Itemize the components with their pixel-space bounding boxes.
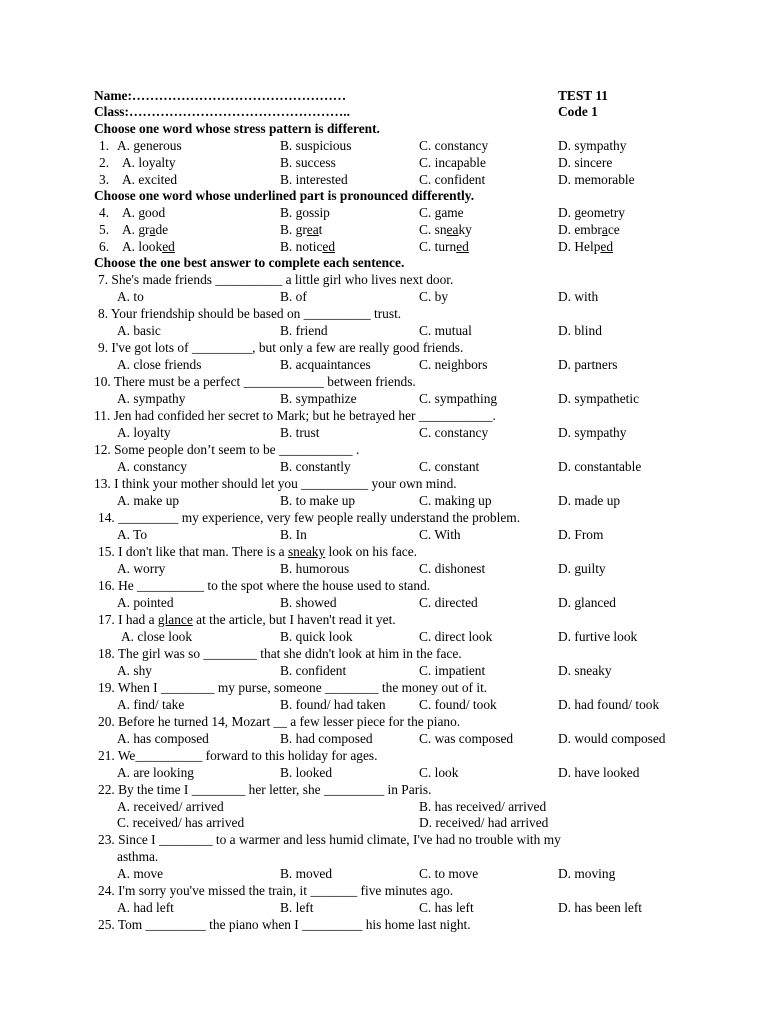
- answer-option-c[interactable]: C. constancy: [419, 425, 489, 440]
- answer-option-a[interactable]: A. had left: [117, 900, 174, 915]
- answer-option-b[interactable]: B. of: [280, 289, 307, 304]
- name-field: Name:…………………………………………: [94, 88, 347, 103]
- option-underlined: D. Helped: [558, 239, 614, 254]
- answer-option-b[interactable]: B. quick look: [280, 629, 353, 644]
- option-underlined: C. turned: [419, 239, 469, 254]
- question-text-continued: asthma.: [117, 849, 159, 864]
- answer-option-b[interactable]: B. acquaintances: [280, 357, 371, 372]
- answer-option-c[interactable]: C. neighbors: [419, 357, 488, 372]
- answer-option-a[interactable]: A. make up: [117, 493, 180, 508]
- answer-option-b[interactable]: B. trust: [280, 425, 320, 440]
- answer-option-c[interactable]: C. sympathing: [419, 391, 498, 406]
- answer-option-b[interactable]: B. showed: [280, 595, 337, 610]
- answer-option-b[interactable]: B. constantly: [280, 459, 351, 474]
- question-text: 22. By the time I ________ her letter, she _________ in Paris.: [98, 782, 432, 797]
- answer-option-a[interactable]: A. constancy: [117, 459, 187, 474]
- answer-option-c[interactable]: C. With: [419, 527, 461, 542]
- answer-option-b[interactable]: B. In: [280, 527, 307, 542]
- option-underlined: B. great: [280, 222, 323, 237]
- answer-option-c[interactable]: C. directed: [419, 595, 478, 610]
- worksheet-page: Name:………………………………………… TEST 11 Class:………………………………………….. Code 1 Choose one word whose stress pattern is different. 1. A. generous B. suspicious C. constancy D. sympathy 2. A. loyalty B. success C. incapable D. sincere 3. A. excited B. interested C. confident D. memorable Choose one word whose underlined part is pronounced differently. 4. A. good B. gossip C. game D. geometry 5. A. grade B. great C. sneaky D. embrace 6. A. looked B. noticed C. turned D. Helped Choose the one best answer to complete each sentence. 7. She's made friends __________ a little girl who lives next door. A. to B. of C. by D. with 8. Your friendship should be based on __________ trust. A. basic B. friend C. mutual D. blind 9. I've got lots of _________, but only a few are really good friends. A. close friends B. acquaintances C. neighbors D. partners 10. There must be a perfect ____________ between friends. A. sympathy B. sympathize C. sympathing D. sympathetic 11. Jen had confided her secret to Mark; but he betrayed her ___________. A. loyalty B. trust C. constancy D. sympathy 12. Some people don’t seem to be ___________ . A. constancy B. constantly C. constant D. constantable 13. I think your mother should let you __________ your own mind. A. make up B. to make up C. making up D. made up 14. _________ my experience, very few people really understand the problem. A. To B. In C. With D. From 15. I don't like that man. There is a sneaky look on his face. A. worry B. humorous C. dishonest D. guilty 16. He __________ to the spot where the house used to stand. A. pointed B. showed C. directed D. glanced 17. I had a glance at the article, but I haven't read it yet. A. close look B. quick look C. direct look D. furtive look 18. The girl was so ________ that she didn't look at him in the face. A. shy B. confident C. impatient D. sneaky 19. When I ________ my purse, someone ________ the money out of it. A. find/ take B. found/ had taken C. found/ took D. had found/ took 20. Before he turned 14, Mozart __ a few lesser piece for the piano. A. has composed B. had composed C. was composed D. would composed 21. We__________ forward to this holiday for ages. A. are looking B. looked C. look D. have looked 22. By the time I ________ her letter, she _________ in Paris. A. received/ arrived B. has received/ arrived C. received/ has arrived D. received/ had arrived 23. Since I ________ to a warmer and less humid climate, I've had no trouble with my asthma. A. move B. moved C. to move D. moving 24. I'm sorry you've missed the train, it _______ five minutes ago. A. had left B. left C. has left D. has been left 25. Tom _________ the piano when I _________ his home last night.: [94, 88, 666, 932]
- answer-option-d[interactable]: D. guilty: [558, 561, 606, 576]
- answer-option-a[interactable]: A. close look: [121, 629, 193, 644]
- question-text: 25. Tom _________ the piano when I _________ his home last night.: [98, 917, 471, 932]
- answer-option-a[interactable]: A. To: [117, 527, 148, 542]
- answer-option-c[interactable]: C. direct look: [419, 629, 493, 644]
- test-title: TEST 11: [558, 88, 608, 103]
- answer-option-c[interactable]: C. to move: [419, 866, 479, 881]
- section-heading-best-answer: Choose the one best answer to complete each sentence.: [94, 255, 405, 270]
- question-text: 15. I don't like that man. There is a sneaky look on his face.: [98, 544, 418, 559]
- question-text: 20. Before he turned 14, Mozart __ a few lesser piece for the piano.: [98, 714, 461, 729]
- answer-option-d[interactable]: D. with: [558, 289, 599, 304]
- question-text: 11. Jen had confided her secret to Mark; but he betrayed her ___________.: [94, 408, 496, 423]
- option-underlined: A. grade: [122, 222, 169, 237]
- answer-option-b[interactable]: B. friend: [280, 323, 328, 338]
- answer-option-d[interactable]: D. constantable: [558, 459, 642, 474]
- question-text: 7. She's made friends __________ a little girl who lives next door.: [98, 272, 454, 287]
- answer-option-b[interactable]: B. sympathize: [280, 391, 357, 406]
- question-text: 13. I think your mother should let you __________ your own mind.: [94, 476, 457, 491]
- answer-option-a[interactable]: A. pointed: [117, 595, 174, 610]
- answer-option-c[interactable]: C. was composed: [419, 731, 514, 746]
- answer-option-c[interactable]: C. mutual: [419, 323, 472, 338]
- question-text: 17. I had a glance at the article, but I haven't read it yet.: [98, 612, 396, 627]
- answer-option-c[interactable]: C. impatient: [419, 663, 486, 678]
- class-field: Class:…………………………………………..: [94, 104, 350, 119]
- question-text: 18. The girl was so ________ that she didn't look at him in the face.: [98, 646, 462, 661]
- answer-option-a[interactable]: A. move: [117, 866, 164, 881]
- question-text: 9. I've got lots of _________, but only a few are really good friends.: [98, 340, 464, 355]
- section-heading-pronunciation: Choose one word whose underlined part is pronounced differently.: [94, 188, 475, 203]
- answer-option-a[interactable]: A. received/ arrived: [117, 799, 224, 814]
- answer-option-c[interactable]: C. making up: [419, 493, 492, 508]
- answer-option-c[interactable]: C. found/ took: [419, 697, 497, 712]
- answer-option-b[interactable]: B. has received/ arrived: [419, 799, 547, 814]
- answer-option-a[interactable]: A. find/ take: [117, 697, 185, 712]
- question-text: 8. Your friendship should be based on __________ trust.: [98, 306, 402, 321]
- answer-option-d[interactable]: D. made up: [558, 493, 621, 508]
- answer-option-d[interactable]: D. have looked: [558, 765, 640, 780]
- question-text: 21. We__________ forward to this holiday for ages.: [98, 748, 378, 763]
- answer-option-b[interactable]: B. found/ had taken: [280, 697, 386, 712]
- question-text: 19. When I ________ my purse, someone ________ the money out of it.: [98, 680, 488, 695]
- answer-option-a[interactable]: A. basic: [117, 323, 161, 338]
- question-text: 14. _________ my experience, very few people really understand the problem.: [98, 510, 521, 525]
- option-underlined: D. embrace: [558, 222, 620, 237]
- question-text: 24. I'm sorry you've missed the train, it _______ five minutes ago.: [98, 883, 454, 898]
- answer-option-c[interactable]: C. received/ has arrived: [117, 815, 245, 830]
- answer-option-c[interactable]: C. dishonest: [419, 561, 486, 576]
- option-underlined: A. looked: [122, 239, 175, 254]
- answer-option-b[interactable]: B. humorous: [280, 561, 350, 576]
- question-text: 23. Since I ________ to a warmer and less humid climate, I've had no trouble with my: [98, 832, 561, 847]
- answer-option-c[interactable]: C. by: [419, 289, 449, 304]
- test-code: Code 1: [558, 104, 598, 119]
- answer-option-d[interactable]: D. had found/ took: [558, 697, 660, 712]
- answer-option-d[interactable]: D. sympathetic: [558, 391, 640, 406]
- answer-option-b[interactable]: B. to make up: [280, 493, 356, 508]
- answer-option-a[interactable]: A. worry: [117, 561, 166, 576]
- answer-option-d[interactable]: D. glanced: [558, 595, 617, 610]
- option-underlined: C. sneaky: [419, 222, 472, 237]
- section-heading-stress: Choose one word whose stress pattern is different.: [94, 121, 380, 136]
- question-text: 10. There must be a perfect ____________ between friends.: [94, 374, 416, 389]
- answer-option-a[interactable]: A. sympathy: [117, 391, 186, 406]
- answer-option-d[interactable]: D. blind: [558, 323, 602, 338]
- answer-option-d[interactable]: D. sympathy: [558, 425, 627, 440]
- answer-option-a[interactable]: A. has composed: [117, 731, 209, 746]
- answer-option-b[interactable]: B. left: [280, 900, 314, 915]
- answer-option-a[interactable]: A. loyalty: [117, 425, 171, 440]
- answer-option-d[interactable]: D. moving: [558, 866, 616, 881]
- answer-option-d[interactable]: D. partners: [558, 357, 618, 372]
- question-text: 12. Some people don’t seem to be ___________ .: [94, 442, 360, 457]
- answer-option-a[interactable]: A. to: [117, 289, 144, 304]
- answer-option-a[interactable]: A. are looking: [117, 765, 194, 780]
- answer-option-b[interactable]: B. looked: [280, 765, 333, 780]
- answer-option-d[interactable]: D. From: [558, 527, 604, 542]
- answer-option-d[interactable]: D. sneaky: [558, 663, 612, 678]
- answer-option-d[interactable]: D. furtive look: [558, 629, 638, 644]
- question-text: 16. He __________ to the spot where the house used to stand.: [98, 578, 431, 593]
- answer-option-a[interactable]: A. close friends: [117, 357, 202, 372]
- answer-option-b[interactable]: B. had composed: [280, 731, 373, 746]
- answer-option-d[interactable]: D. would composed: [558, 731, 666, 746]
- answer-option-b[interactable]: B. moved: [280, 866, 333, 881]
- answer-option-c[interactable]: C. constant: [419, 459, 480, 474]
- answer-option-b[interactable]: B. confident: [280, 663, 347, 678]
- answer-option-c[interactable]: C. look: [419, 765, 459, 780]
- option-underlined: B. noticed: [280, 239, 336, 254]
- answer-option-a[interactable]: A. shy: [117, 663, 152, 678]
- answer-option-d[interactable]: D. has been left: [558, 900, 643, 915]
- answer-option-d[interactable]: D. received/ had arrived: [419, 815, 549, 830]
- answer-option-c[interactable]: C. has left: [419, 900, 474, 915]
